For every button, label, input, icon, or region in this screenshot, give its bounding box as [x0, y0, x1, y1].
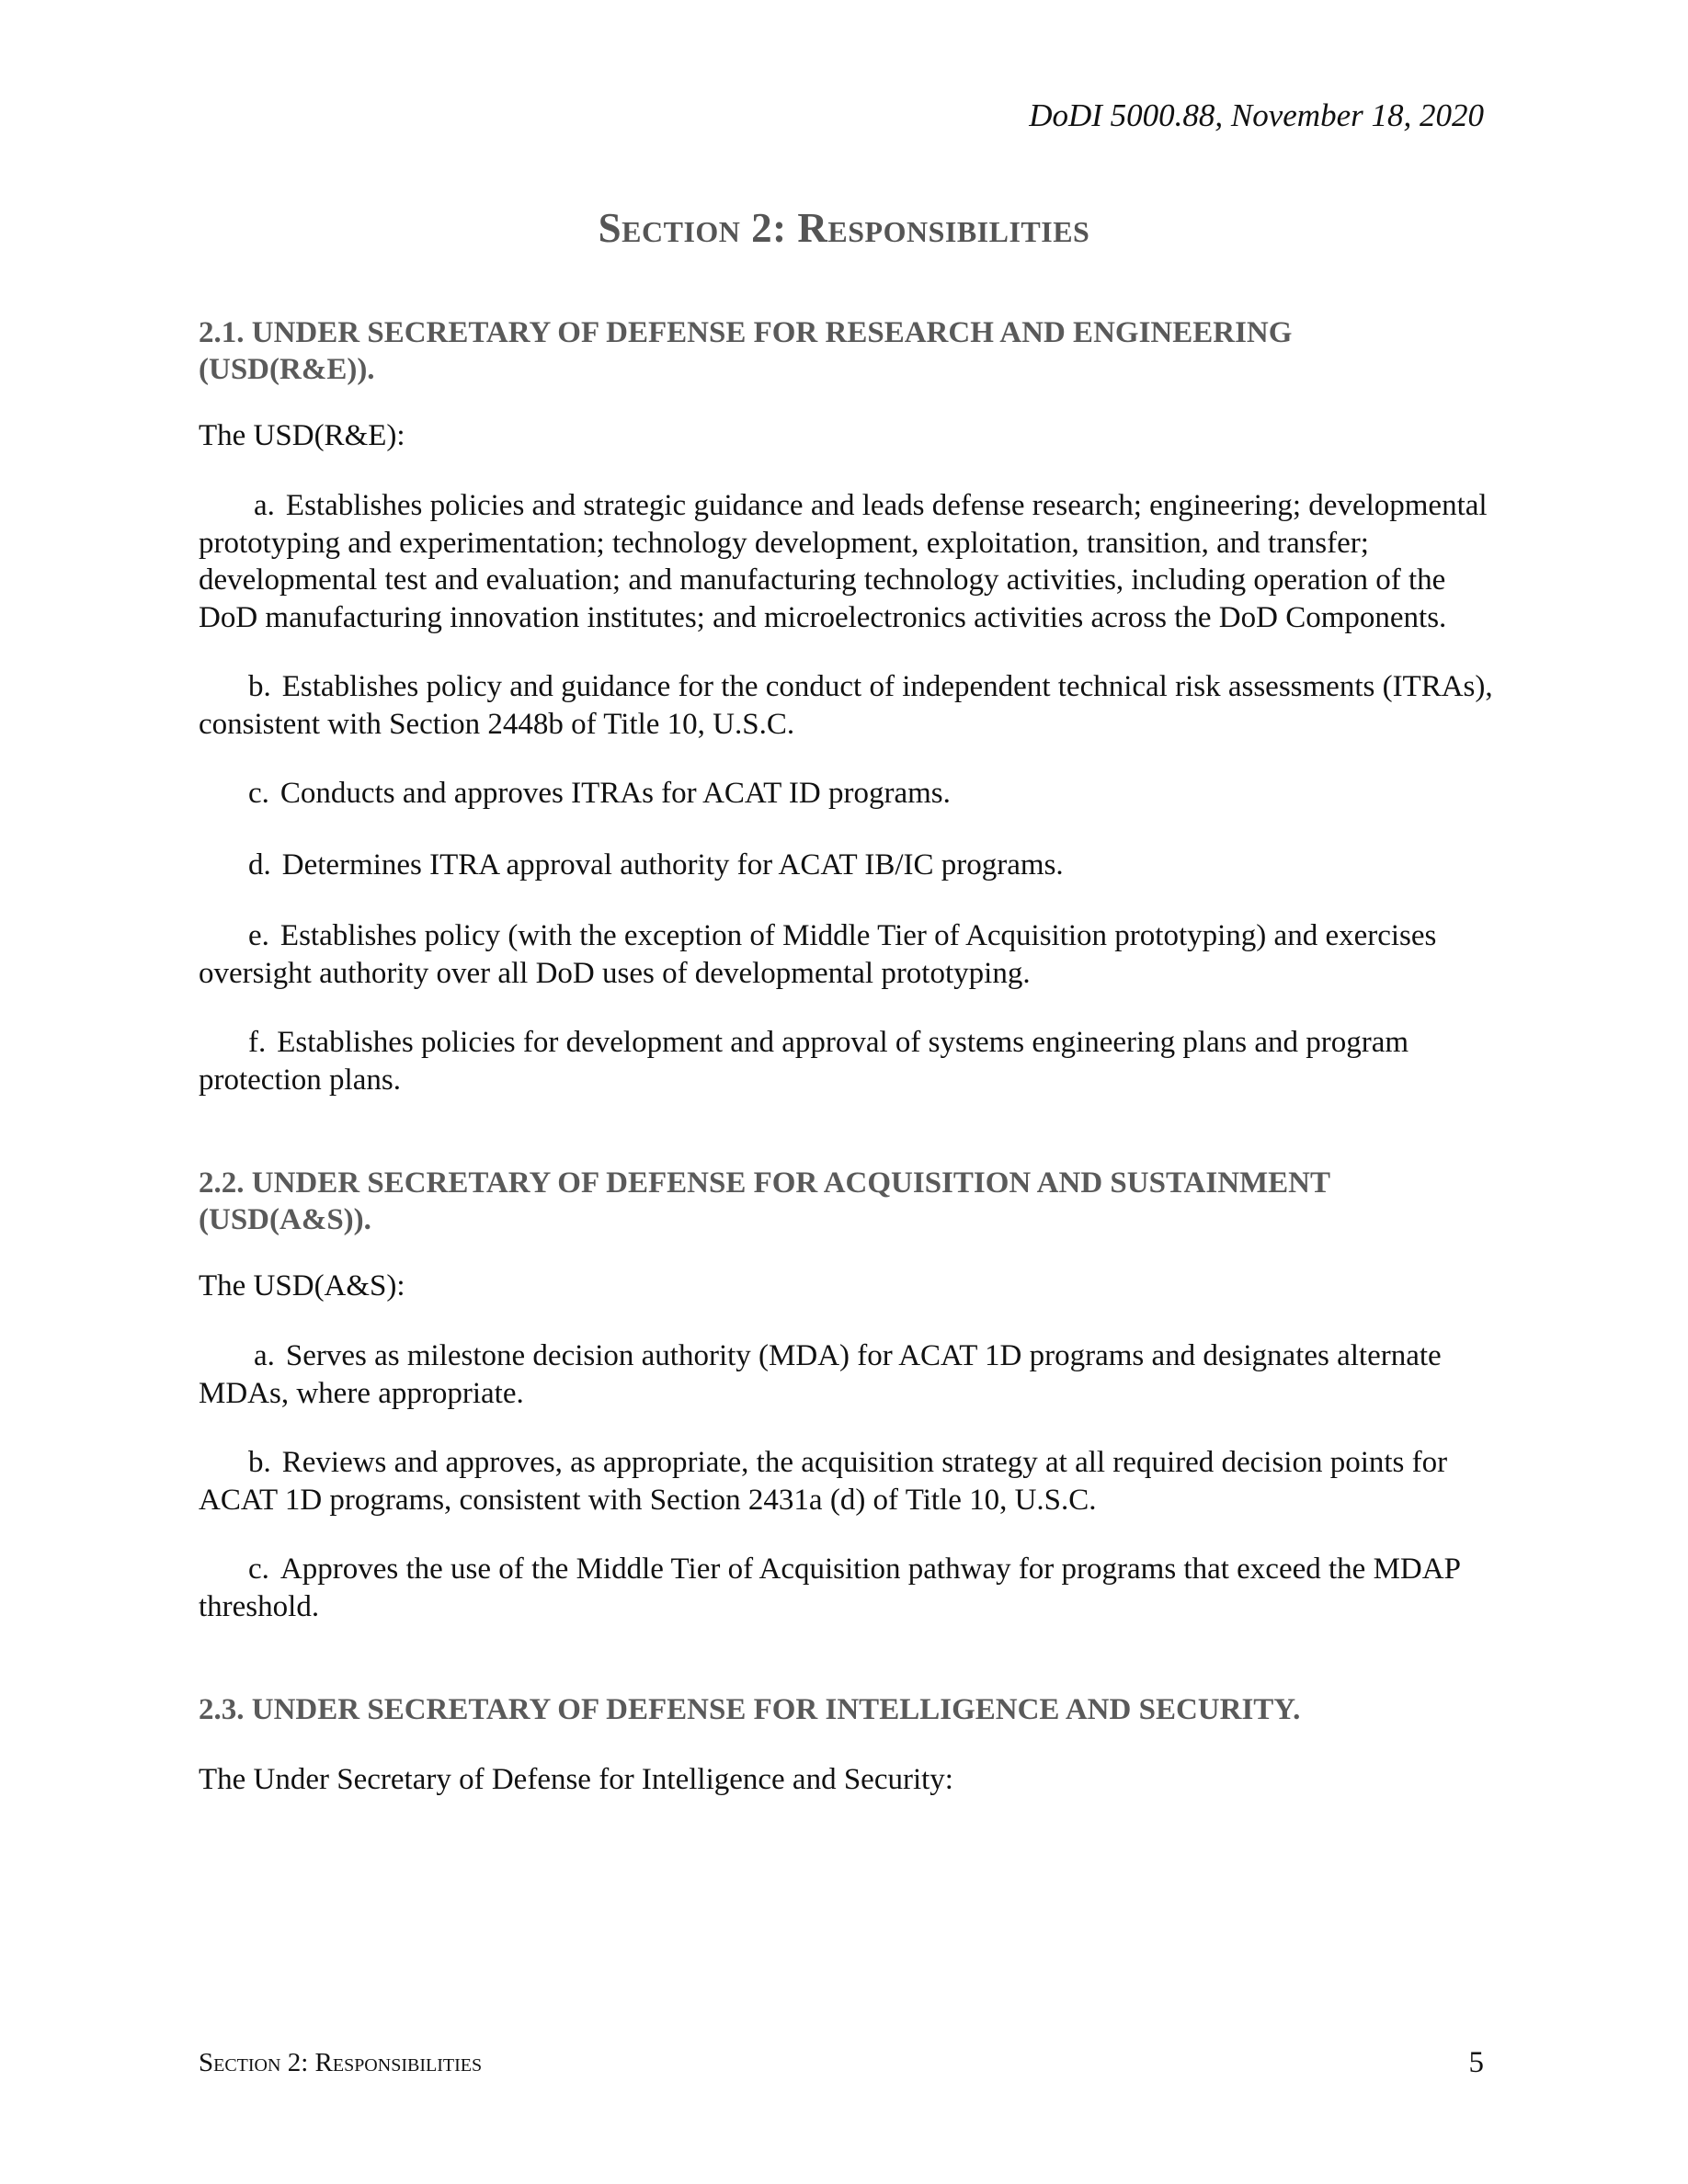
- item-label: c.: [248, 1553, 269, 1586]
- section-2-3: [199, 1691, 1495, 1798]
- section-heading: [199, 314, 1495, 388]
- item-text: Establishes policies and strategic guidance and leads defense research; engineering; developmental prototyping and experimentation; technology development, exploitation, transition, and transfer; developmental test and evaluation; and manufacturing technology activities, including operation of the DoD manufacturing innovation institutes; and microelectronics activities across the DoD Components.: [199, 489, 1488, 634]
- section-heading: 2.3. UNDER SECRETARY OF DEFENSE FOR INTELLIGENCE AND SECURITY.: [199, 1693, 1301, 1726]
- item-label: a.: [254, 489, 275, 522]
- item-text: Approves the use of the Middle Tier of Acquisition pathway for programs that exceed the MDAP threshold.: [199, 1553, 1460, 1623]
- section-2-1: [199, 314, 1495, 1098]
- list-item: [199, 1444, 1495, 1519]
- section-heading-line: (USD(A&S)).: [199, 1203, 371, 1236]
- item-text: Establishes policy and guidance for the conduct of independent technical risk assessments (ITRAs), consistent with Section 2448b of Title 10, U.S.C.: [199, 670, 1493, 741]
- list-item: [199, 487, 1495, 636]
- list-item: [199, 1024, 1495, 1098]
- page-title: Section 2: Responsibilities: [598, 205, 1090, 251]
- list-item: [199, 668, 1495, 743]
- section-heading-line: 2.2. UNDER SECRETARY OF DEFENSE FOR ACQUISITION AND SUSTAINMENT: [199, 1166, 1331, 1200]
- footer-section-label: Section 2: Responsibilities: [199, 2048, 483, 2077]
- section-intro: The USD(A&S):: [199, 1269, 405, 1302]
- item-text: Conducts and approves ITRAs for ACAT ID programs.: [279, 777, 951, 810]
- list-item: [199, 775, 1495, 813]
- item-label: e.: [248, 919, 269, 952]
- section-heading-line: (USD(R&E)).: [199, 353, 375, 386]
- item-text: Establishes policies for development and approval of systems engineering plans and program protection plans.: [199, 1026, 1409, 1097]
- item-label: c.: [248, 777, 269, 810]
- running-header: DoDI 5000.88, November 18, 2020: [1029, 97, 1484, 133]
- item-text: Serves as milestone decision authority (MDA) for ACAT 1D programs and designates alternate MDAs, where appropriate.: [199, 1339, 1442, 1410]
- item-label: a.: [254, 1339, 275, 1372]
- item-label: d.: [248, 847, 271, 882]
- page-number: 5: [1468, 2046, 1484, 2079]
- item-label: b.: [248, 670, 271, 703]
- list-item: [199, 917, 1495, 992]
- section-heading-line: 2.1. UNDER SECRETARY OF DEFENSE FOR RESEARCH AND ENGINEERING: [199, 316, 1293, 349]
- list-item: [199, 1337, 1495, 1412]
- document-body: [199, 314, 1495, 1798]
- section-heading: [199, 1165, 1495, 1238]
- item-label: f.: [248, 1026, 267, 1059]
- item-text: Establishes policy (with the exception of Middle Tier of Acquisition prototyping) and exercises oversight authority over all DoD uses of developmental prototyping.: [199, 919, 1437, 990]
- item-text: Determines ITRA approval authority for ACAT IB/IC programs.: [281, 847, 1064, 882]
- item-text: Reviews and approves, as appropriate, the acquisition strategy at all required decision points for ACAT 1D programs, consistent with Section 2431a (d) of Title 10, U.S.C.: [199, 1446, 1448, 1517]
- list-item: [199, 1551, 1495, 1625]
- section-intro: The Under Secretary of Defense for Intelligence and Security:: [199, 1763, 953, 1796]
- section-2-2: [199, 1165, 1495, 1625]
- item-label: b.: [248, 1446, 271, 1479]
- list-item: [199, 847, 1495, 884]
- section-intro: The USD(R&E):: [199, 419, 405, 452]
